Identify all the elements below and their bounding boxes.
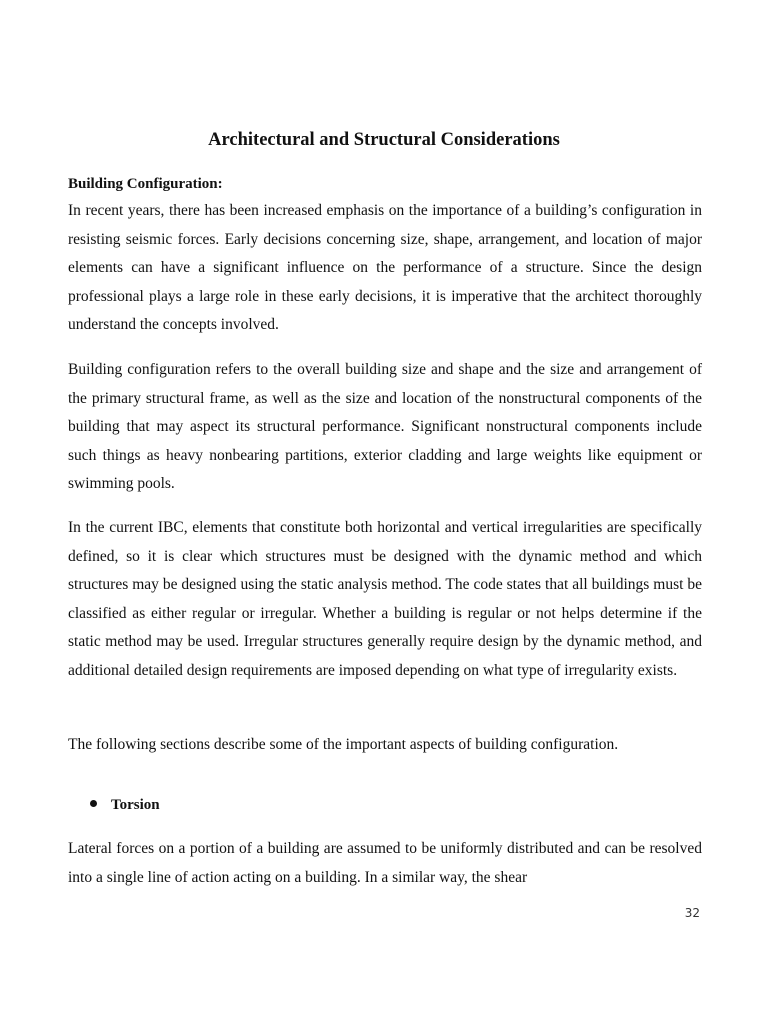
paragraph-building-configuration-intro: In recent years, there has been increased emphasis on the importance of a building’s configuration in resisting seismic forces. Early decisions concerning size, shape, arrangement, and location of major elements can have a significant influence on the performance of a structure. Since the design professional plays a large role in these early decisions, it is imperative that the architect thoroughly understand the concepts involved.: [68, 202, 702, 334]
paragraph-sections-intro: The following sections describe some of the important aspects of building configuration.: [68, 736, 619, 753]
paragraph-configuration-definition: Building configuration refers to the overall building size and shape and the size and arrangement of the primary structural frame, as well as the size and location of the nonstructural components of the building that may aspect its structural performance. Significant nonstructural components include such things as heavy nonbearing partitions, exterior cladding and large weights like equipment or swimming pools.: [68, 361, 702, 493]
bullet-list-item: [90, 794, 160, 816]
page-title: Architectural and Structural Considerations: [208, 130, 560, 150]
page-number: 32: [684, 906, 700, 920]
section-heading: Building Configuration:: [68, 176, 223, 192]
bullet-item-label: Torsion: [111, 797, 160, 813]
bullet-dot-icon: [90, 800, 97, 807]
paragraph-torsion: Lateral forces on a portion of a building are assumed to be uniformly distributed and can be resolved into a single line of action acting on a building. In a similar way, the shear: [68, 840, 702, 886]
paragraph-ibc-irregularities: In the current IBC, elements that constitute both horizontal and vertical irregularities are specifically defined, so it is clear which structures must be designed with the dynamic method and which structures may be designed using the static analysis method. The code states that all buildings must be classified as either regular or irregular. Whether a building is regular or not helps determine if the static method may be used. Irregular structures generally require design by the dynamic method, and additional detailed design requirements are imposed depending on what type of irregularity exists.: [68, 519, 702, 679]
